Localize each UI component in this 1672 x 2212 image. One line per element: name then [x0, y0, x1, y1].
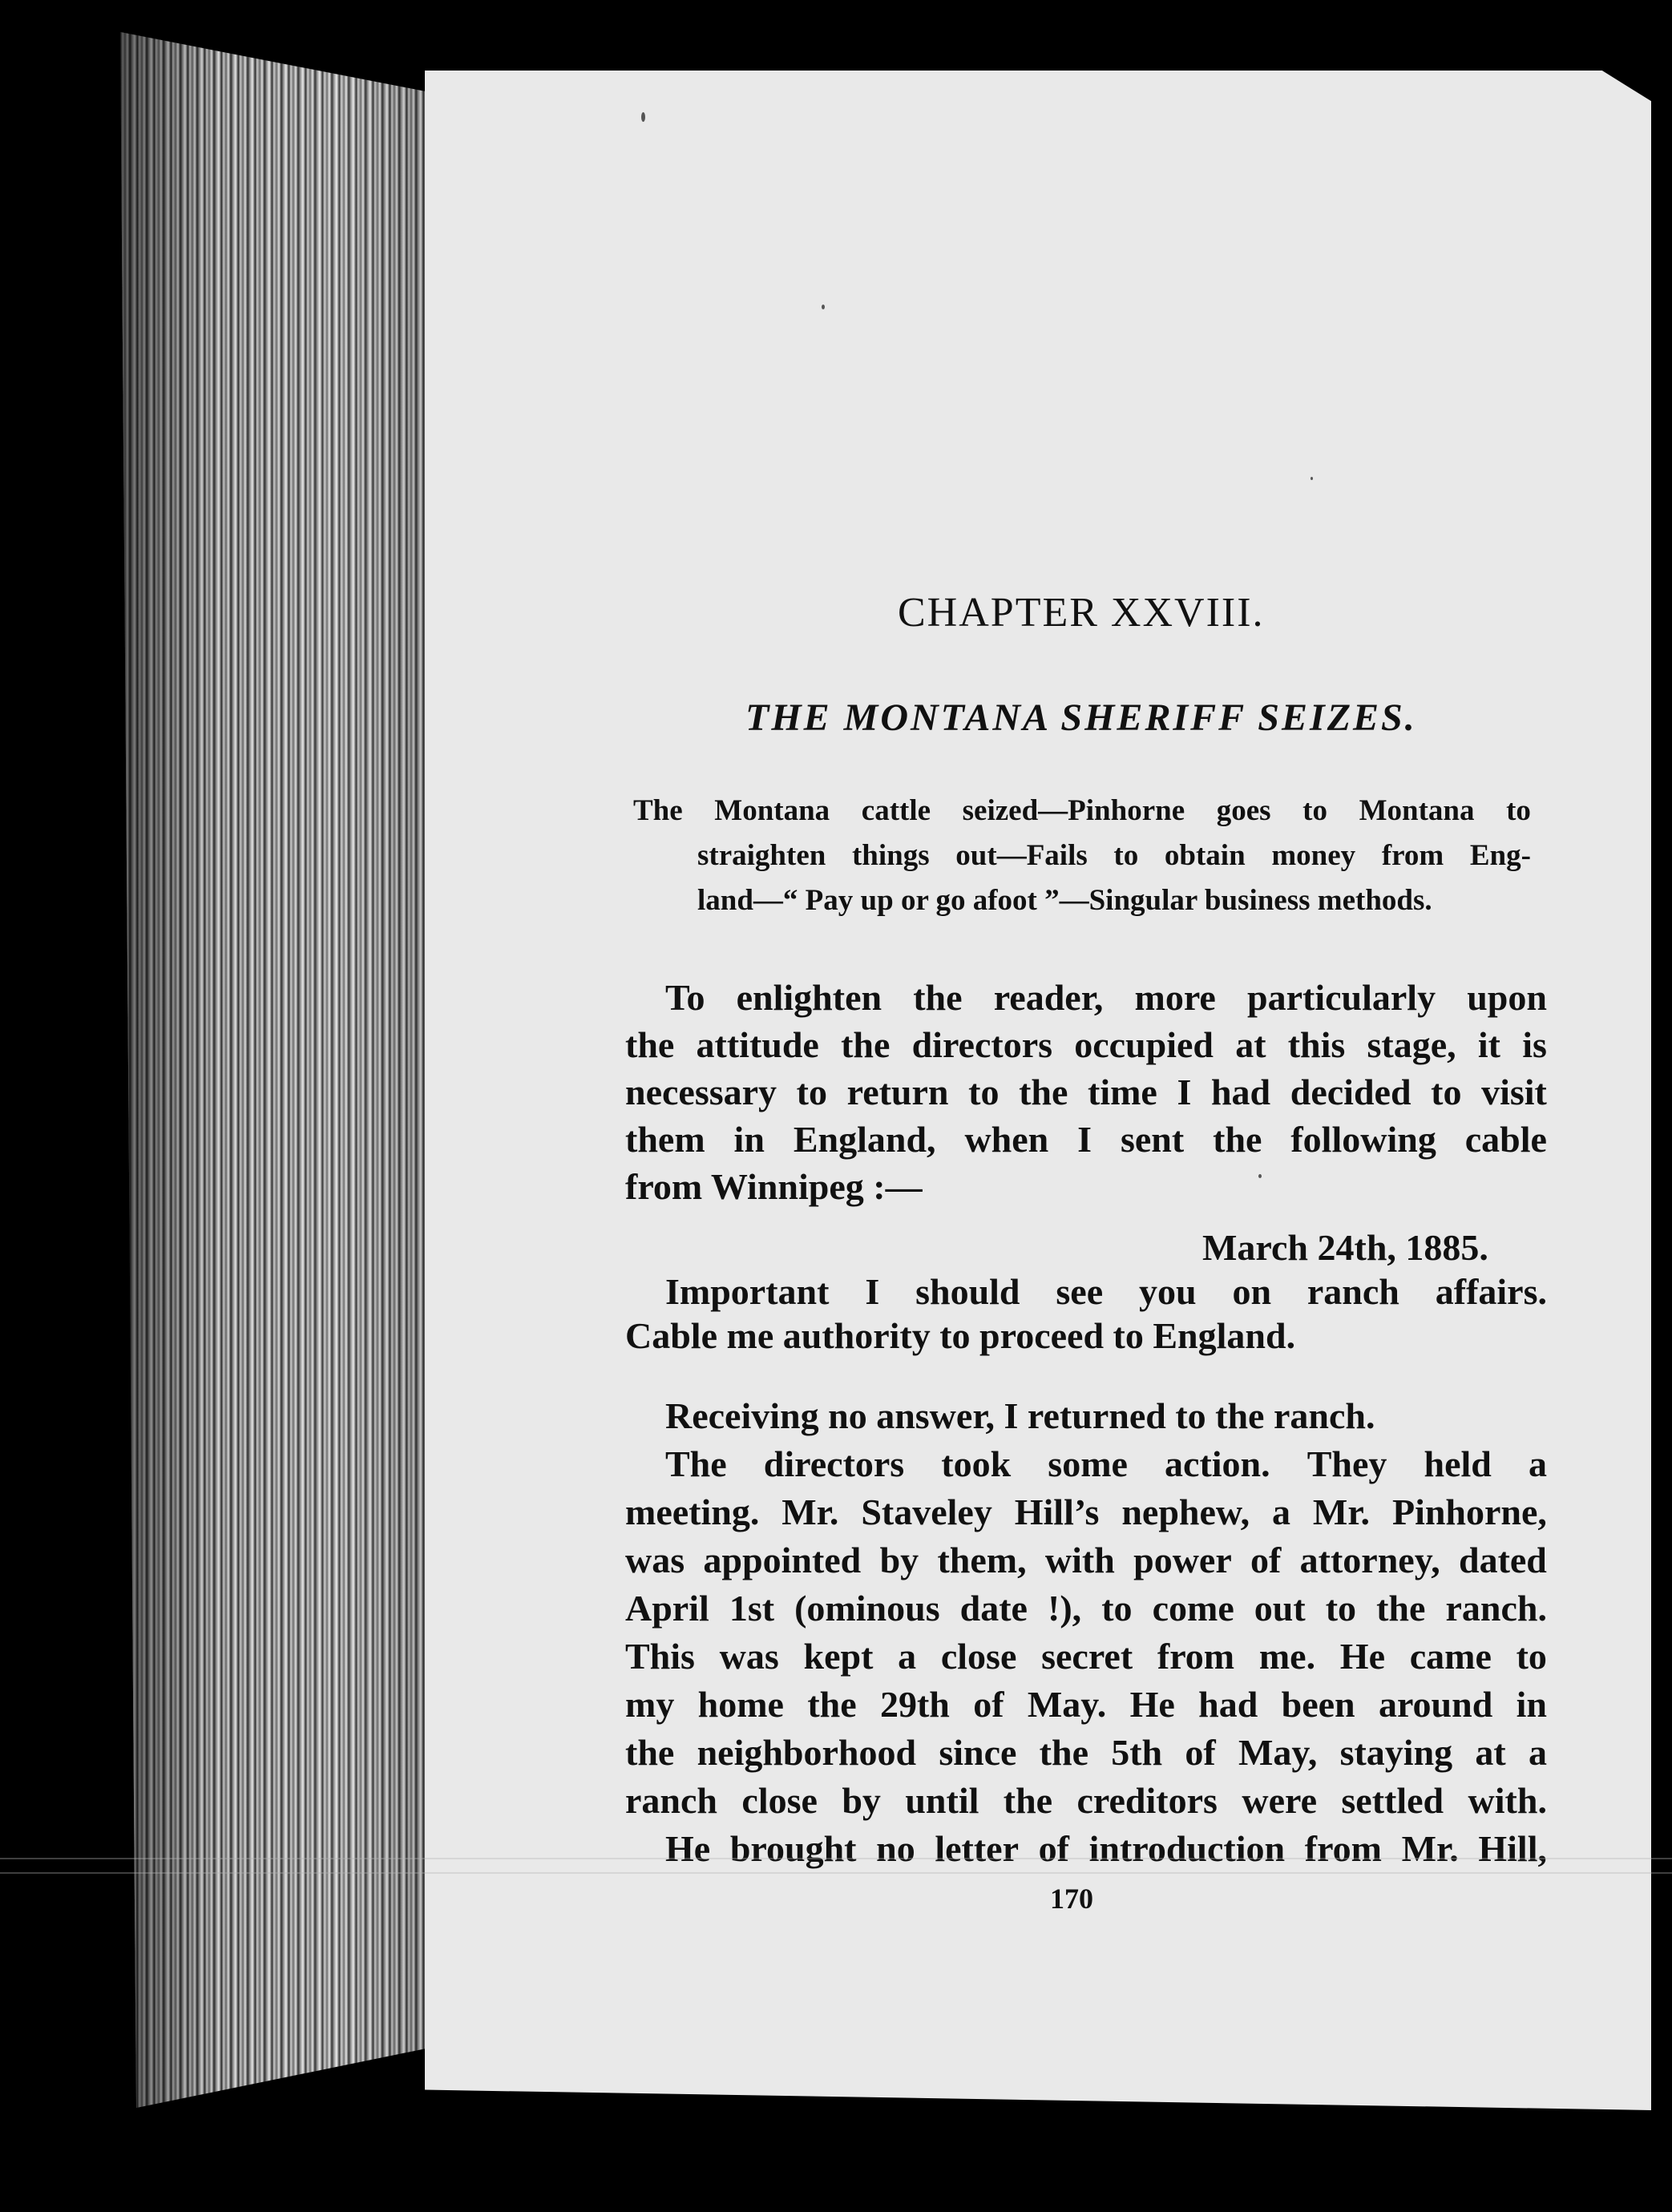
body-line: my home the 29th of May. He had been around in: [625, 1684, 1547, 1725]
chapter-summary-line: land—“ Pay up or go afoot ”—Singular business methods.: [697, 884, 1432, 917]
chapter-heading: CHAPTER XXVIII.: [898, 590, 1265, 636]
body-line: ranch close by until the creditors were settled with.: [625, 1780, 1547, 1821]
body-line: Receiving no answer, I returned to the ranch.: [665, 1395, 1375, 1436]
book-page-edge: [120, 32, 441, 2108]
body-line: April 1st (ominous date !), to come out to the ranch.: [625, 1588, 1547, 1629]
opening-paragraph-line: from Winnipeg :—: [625, 1166, 923, 1207]
scan-speck: [1258, 1174, 1262, 1178]
scan-line: [0, 1858, 1672, 1859]
cable-text-line: Cable me authority to proceed to England.: [625, 1315, 1296, 1356]
opening-paragraph-line: them in England, when I sent the following cable: [625, 1119, 1547, 1160]
body-line: This was kept a close secret from me. He came to: [625, 1636, 1547, 1677]
cable-date: March 24th, 1885.: [1202, 1227, 1488, 1268]
page-number: 170: [1050, 1883, 1093, 1915]
body-line: meeting. Mr. Staveley Hill’s nephew, a Mr. Pinhorne,: [625, 1491, 1547, 1532]
scan-speck: [641, 112, 645, 122]
chapter-summary-line: The Montana cattle seized—Pinhorne goes to Montana to: [633, 794, 1531, 827]
opening-paragraph-line: To enlighten the reader, more particularly upon: [665, 977, 1547, 1018]
chapter-title: THE MONTANA SHERIFF SEIZES.: [745, 696, 1417, 739]
body-line: the neighborhood since the 5th of May, staying at a: [625, 1732, 1547, 1773]
opening-paragraph-line: the attitude the directors occupied at this stage, it is: [625, 1024, 1547, 1065]
chapter-summary-line: straighten things out—Fails to obtain money from Eng-: [697, 839, 1531, 872]
body-line: He brought no letter of introduction from Mr. Hill,: [665, 1828, 1547, 1869]
cable-text-line: Important I should see you on ranch affairs.: [665, 1271, 1547, 1312]
opening-paragraph-line: necessary to return to the time I had decided to visit: [625, 1072, 1547, 1112]
body-line: The directors took some action. They held a: [665, 1443, 1547, 1484]
scan-speck: [1311, 477, 1313, 480]
body-line: was appointed by them, with power of attorney, dated: [625, 1540, 1547, 1580]
scan-line: [0, 1872, 1672, 1874]
scan-speck: [822, 305, 825, 309]
